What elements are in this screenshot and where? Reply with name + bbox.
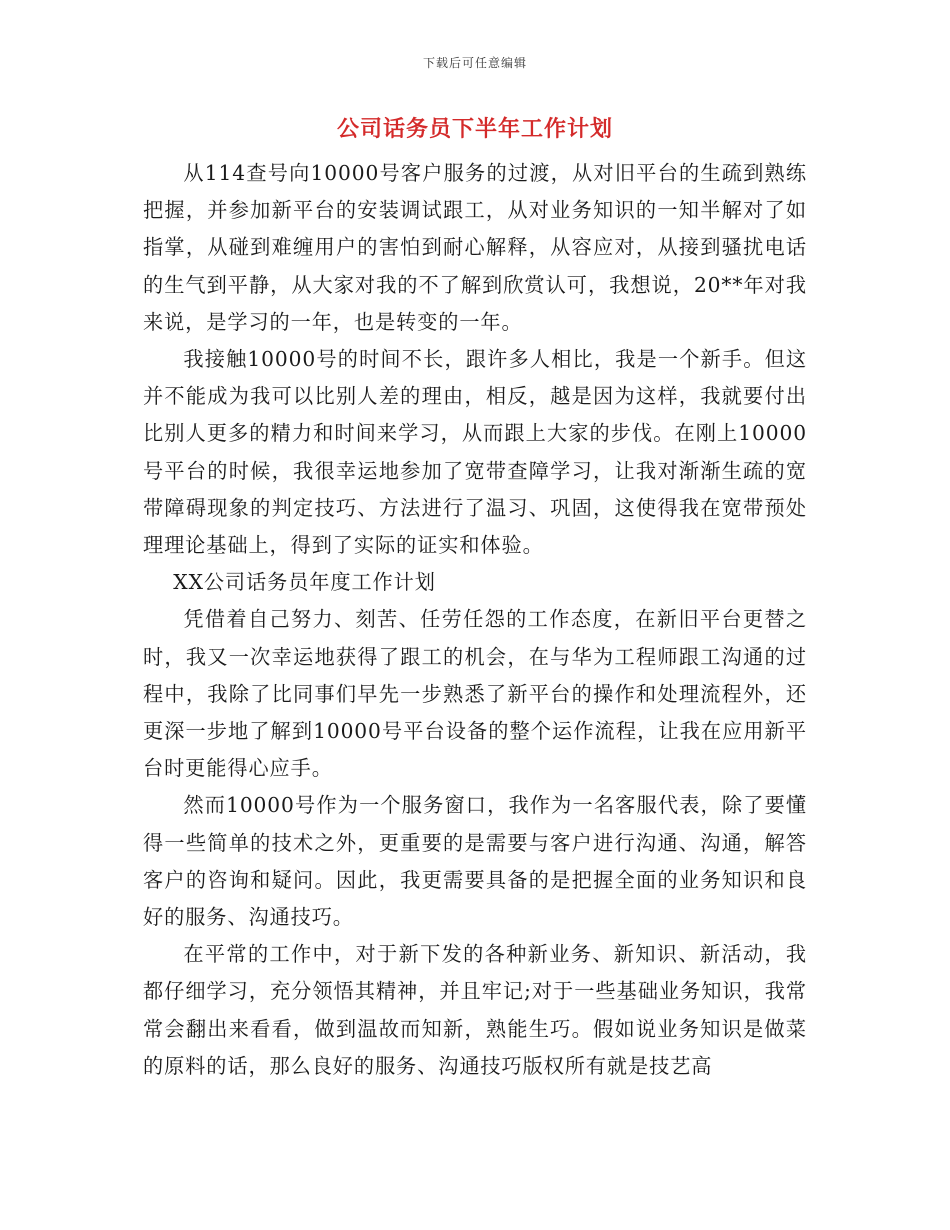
- document-body: [143, 155, 807, 1085]
- paragraph-4: 然而10000号作为一个服务窗口，我作为一名客服代表，除了要懂得一些简单的技术之外，更重要的是需要与客户进行沟通、沟通，解答客户的咨询和疑问。因此，我更需要具备的是把握全面的业务知识和良好的服务、沟通技巧。: [143, 793, 807, 930]
- paragraph-3: 凭借着自己努力、刻苦、任劳任怨的工作态度，在新旧平台更替之时，我又一次幸运地获得了跟工的机会，在与华为工程师跟工沟通的过程中，我除了比同事们早先一步熟悉了新平台的操作和处理流程外，还更深一步地了解到10000号平台设备的整个运作流程，让我在应用新平台时更能得心应手。: [143, 607, 807, 781]
- paragraph-5: 在平常的工作中，对于新下发的各种新业务、新知识、新活动，我都仔细学习，充分领悟其精神，并且牢记;对于一些基础业务知识，我常常会翻出来看看，做到温故而知新，熟能生巧。假如说业务知识是做菜的原料的话，那么良好的服务、沟通技巧版权所有就是技艺高: [143, 942, 807, 1078]
- document-title: 公司话务员下半年工作计划: [336, 117, 613, 142]
- paragraph-2: 我接触10000号的时间不长，跟许多人相比，我是一个新手。但这并不能成为我可以比别人差的理由，相反，越是因为这样，我就要付出比别人更多的精力和时间来学习，从而跟上大家的步伐。在刚上10000号平台的时候，我很幸运地参加了宽带查障学习，让我对渐渐生疏的宽带障碍现象的判定技巧、方法进行了温习、巩固，这使得我在宽带预处理理论基础上，得到了实际的证实和体验。: [143, 347, 807, 558]
- paragraph-1: 从114查号向10000号客户服务的过渡，从对旧平台的生疏到熟练把握，并参加新平台的安装调试跟工，从对业务知识的一知半解对了如指掌，从碰到难缠用户的害怕到耐心解释，从容应对，从接到骚扰电话的生气到平静，从大家对我的不了解到欣赏认可，我想说，20**年对我来说，是学习的一年，也是转变的一年。: [143, 161, 807, 334]
- section-subheading: XX公司话务员年度工作计划: [173, 570, 436, 595]
- header-note: 下载后可任意编辑: [422, 56, 527, 70]
